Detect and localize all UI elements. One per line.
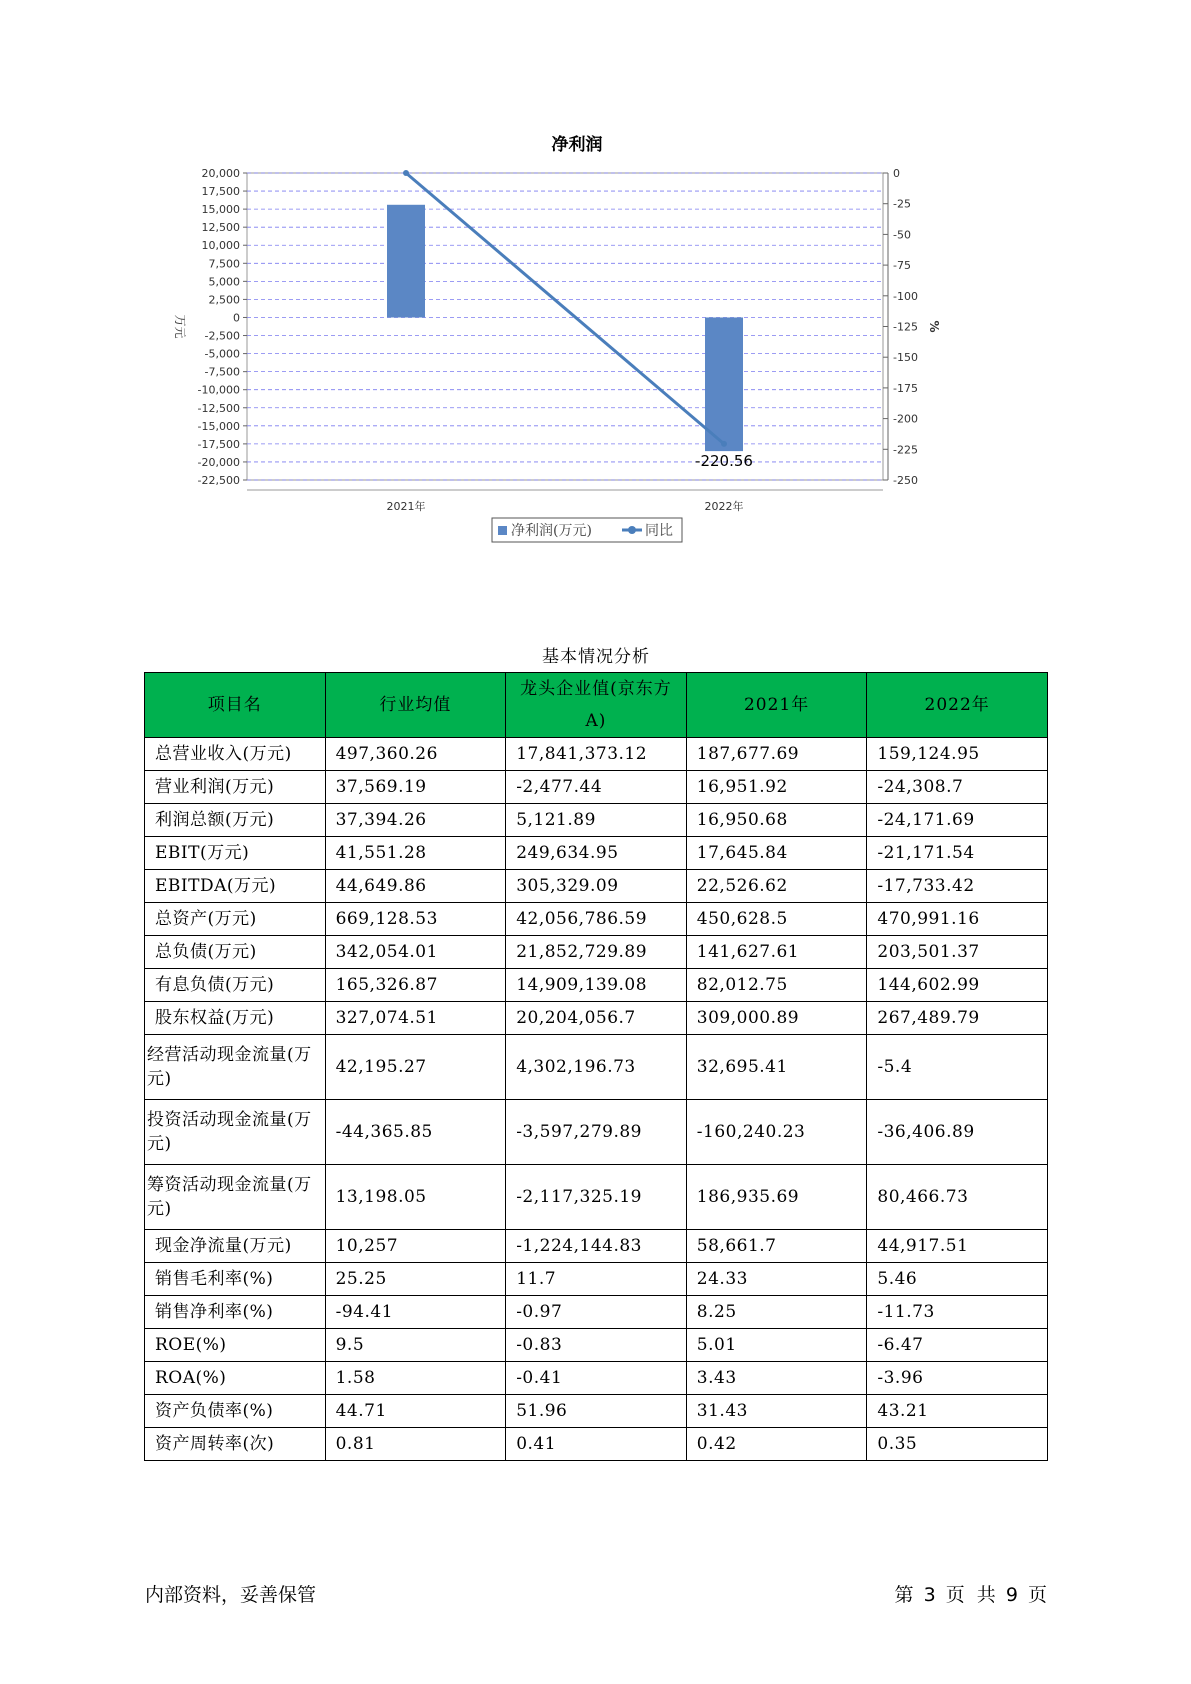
y-axis-label: 万元 [173,314,187,339]
basic-analysis-table [144,672,1048,1461]
value-cell: -21,171.54 [867,837,1048,870]
y-tick-label: 2,500 [208,293,240,307]
row-label-cell: ROA(%) [145,1362,326,1395]
legend-line-label: 同比 [645,523,673,539]
row-label-cell: EBIT(万元) [145,837,326,870]
row-label-cell: 营业利润(万元) [145,771,326,804]
y-tick-label: 15,000 [201,203,240,217]
value-cell: -6.47 [867,1329,1048,1362]
value-cell: -0.97 [506,1296,687,1329]
table-row [145,1165,1048,1230]
table-row [145,969,1048,1002]
value-cell: 82,012.75 [686,969,867,1002]
table-row [145,1263,1048,1296]
value-cell: 450,628.5 [686,903,867,936]
value-cell: 14,909,139.08 [506,969,687,1002]
row-label-cell: 销售毛利率(%) [145,1263,326,1296]
row-label-cell: 经营活动现金流量(万元) [145,1035,326,1100]
table-row [145,837,1048,870]
y-tick-label: 10,000 [201,239,240,253]
value-cell: 1.58 [325,1362,506,1395]
table-row [145,1035,1048,1100]
value-cell: -94.41 [325,1296,506,1329]
page-mid: 页 共 [945,1584,996,1606]
value-cell: 342,054.01 [325,936,506,969]
y-tick-label: 0 [233,311,240,325]
value-cell: 16,951.92 [686,771,867,804]
header-item-name: 项目名 [145,673,326,738]
value-cell: 80,466.73 [867,1165,1048,1230]
value-cell: 267,489.79 [867,1002,1048,1035]
value-cell: 42,056,786.59 [506,903,687,936]
value-cell: -0.83 [506,1329,687,1362]
legend-bar-label: 净利润(万元) [511,523,592,539]
value-cell: 32,695.41 [686,1035,867,1100]
table-body [145,738,1048,1461]
value-cell: -11.73 [867,1296,1048,1329]
row-label-cell: 利润总额(万元) [145,804,326,837]
value-cell: 37,394.26 [325,804,506,837]
value-cell: 187,677.69 [686,738,867,771]
y-tick-label: 12,500 [201,221,240,235]
table-row [145,870,1048,903]
value-cell: 5.01 [686,1329,867,1362]
table-row [145,1100,1048,1165]
value-cell: 22,526.62 [686,870,867,903]
row-label-cell: 销售净利率(%) [145,1296,326,1329]
y-tick-label: -2,500 [204,329,240,343]
table-row [145,936,1048,969]
value-cell: 141,627.61 [686,936,867,969]
value-cell: 5,121.89 [506,804,687,837]
yoy-point-1 [721,441,727,447]
value-cell: -17,733.42 [867,870,1048,903]
value-cell: -3,597,279.89 [506,1100,687,1165]
footer-page-number [893,1580,1050,1607]
value-cell: 42,195.27 [325,1035,506,1100]
value-cell: 0.42 [686,1428,867,1461]
row-label-cell: 有息负债(万元) [145,969,326,1002]
value-cell: -24,308.7 [867,771,1048,804]
row-label-cell: 筹资活动现金流量(万元) [145,1165,326,1230]
value-cell: 0.35 [867,1428,1048,1461]
value-cell: 43.21 [867,1395,1048,1428]
value-cell: -44,365.85 [325,1100,506,1165]
value-cell: 41,551.28 [325,837,506,870]
value-cell: 16,950.68 [686,804,867,837]
value-cell: 51.96 [506,1395,687,1428]
x-tick-label: 2021年 [386,500,426,513]
value-cell: 44,917.51 [867,1230,1048,1263]
y-tick-label: -7,500 [204,365,240,379]
value-cell: 10,257 [325,1230,506,1263]
value-cell: -2,477.44 [506,771,687,804]
value-cell: -160,240.23 [686,1100,867,1165]
page-prefix: 第 [894,1584,914,1606]
value-cell: 37,569.19 [325,771,506,804]
value-cell: 31.43 [686,1395,867,1428]
value-cell: 159,124.95 [867,738,1048,771]
value-cell: 9.5 [325,1329,506,1362]
row-label-cell: 投资活动现金流量(万元) [145,1100,326,1165]
value-cell: 470,991.16 [867,903,1048,936]
value-cell: 17,841,373.12 [506,738,687,771]
page-current: 3 [923,1584,936,1606]
x-tick-label: 2022年 [704,500,744,513]
y2-tick-label: -50 [893,228,911,242]
header-industry-average: 行业均值 [325,673,506,738]
y-tick-label: -12,500 [197,401,240,415]
footer-confidential-note: 内部资料，妥善保管 [145,1584,317,1606]
y-tick-label: -17,500 [197,437,240,451]
y2-tick-label: -150 [893,351,918,365]
value-cell: 21,852,729.89 [506,936,687,969]
table-header-row [145,673,1048,738]
row-label-cell: 总资产(万元) [145,903,326,936]
value-cell: -0.41 [506,1362,687,1395]
value-cell: 3.43 [686,1362,867,1395]
y-tick-label: 5,000 [208,275,240,289]
table-row [145,738,1048,771]
value-cell: -3.96 [867,1362,1048,1395]
y2-tick-label: -100 [893,289,918,303]
value-cell: 0.41 [506,1428,687,1461]
value-cell: 5.46 [867,1263,1048,1296]
header-2021: 2021年 [686,673,867,738]
table-row [145,903,1048,936]
row-label-cell: 现金净流量(万元) [145,1230,326,1263]
chart-title: 净利润 [551,135,603,155]
value-cell: -1,224,144.83 [506,1230,687,1263]
value-cell: 327,074.51 [325,1002,506,1035]
table-row [145,1329,1048,1362]
y-tick-label: 20,000 [201,167,240,180]
value-cell: 11.7 [506,1263,687,1296]
bar-0 [387,205,425,318]
value-cell: 25.25 [325,1263,506,1296]
plot-frame [247,173,883,480]
value-cell: 497,360.26 [325,738,506,771]
table-row [145,804,1048,837]
y-tick-label: -22,500 [197,474,240,487]
table-row [145,1230,1048,1263]
value-cell: 669,128.53 [325,903,506,936]
value-cell: 165,326.87 [325,969,506,1002]
y2-tick-label: -175 [893,381,918,395]
page-total: 9 [1005,1584,1018,1606]
table-row [145,1002,1048,1035]
value-cell: 0.81 [325,1428,506,1461]
y-tick-label: 7,500 [208,257,240,271]
y2-tick-label: -200 [893,412,918,426]
value-cell: 144,602.99 [867,969,1048,1002]
row-label-cell: 资产负债率(%) [145,1395,326,1428]
yoy-data-label: -220.56 [695,451,753,470]
value-cell: 186,935.69 [686,1165,867,1230]
y-tick-label: -20,000 [197,455,240,469]
value-cell: 24.33 [686,1263,867,1296]
net-profit-chart [160,130,1040,600]
yoy-point-0 [403,170,409,176]
table-row [145,1428,1048,1461]
y2-tick-label: 0 [893,167,900,180]
y2-tick-label: -25 [893,197,911,211]
y-tick-label: 17,500 [201,185,240,199]
table-row [145,1296,1048,1329]
yoy-line [406,173,724,444]
value-cell: 58,661.7 [686,1230,867,1263]
value-cell: -24,171.69 [867,804,1048,837]
value-cell: -36,406.89 [867,1100,1048,1165]
value-cell: 20,204,056.7 [506,1002,687,1035]
y2-axis-label: % [927,320,941,333]
row-label-cell: 资产周转率(次) [145,1428,326,1461]
value-cell: 4,302,196.73 [506,1035,687,1100]
y-tick-label: -5,000 [204,347,240,361]
row-label-cell: 总营业收入(万元) [145,738,326,771]
value-cell: -2,117,325.19 [506,1165,687,1230]
table-row [145,1395,1048,1428]
y2-tick-label: -75 [893,259,911,273]
value-cell: 203,501.37 [867,936,1048,969]
y2-tick-label: -225 [893,443,918,457]
y2-tick-label: -250 [893,474,918,487]
header-2022: 2022年 [867,673,1048,738]
table-row [145,771,1048,804]
row-label-cell: ROE(%) [145,1329,326,1362]
value-cell: 44.71 [325,1395,506,1428]
row-label-cell: EBITDA(万元) [145,870,326,903]
chart-svg [160,130,1040,600]
y2-tick-label: -125 [893,320,918,334]
value-cell: -5.4 [867,1035,1048,1100]
value-cell: 309,000.89 [686,1002,867,1035]
legend-bar-swatch [498,526,507,535]
value-cell: 249,634.95 [506,837,687,870]
row-label-cell: 总负债(万元) [145,936,326,969]
y-tick-label: -15,000 [197,419,240,433]
value-cell: 13,198.05 [325,1165,506,1230]
value-cell: 8.25 [686,1296,867,1329]
legend-line-marker [628,526,636,534]
value-cell: 305,329.09 [506,870,687,903]
row-label-cell: 股东权益(万元) [145,1002,326,1035]
y-tick-label: -10,000 [197,383,240,397]
value-cell: 17,645.84 [686,837,867,870]
page-suffix: 页 [1027,1584,1047,1606]
header-leader-value: 龙头企业值(京东方A) [506,673,687,738]
table-row [145,1362,1048,1395]
table-caption: 基本情况分析 [542,647,650,667]
value-cell: 44,649.86 [325,870,506,903]
